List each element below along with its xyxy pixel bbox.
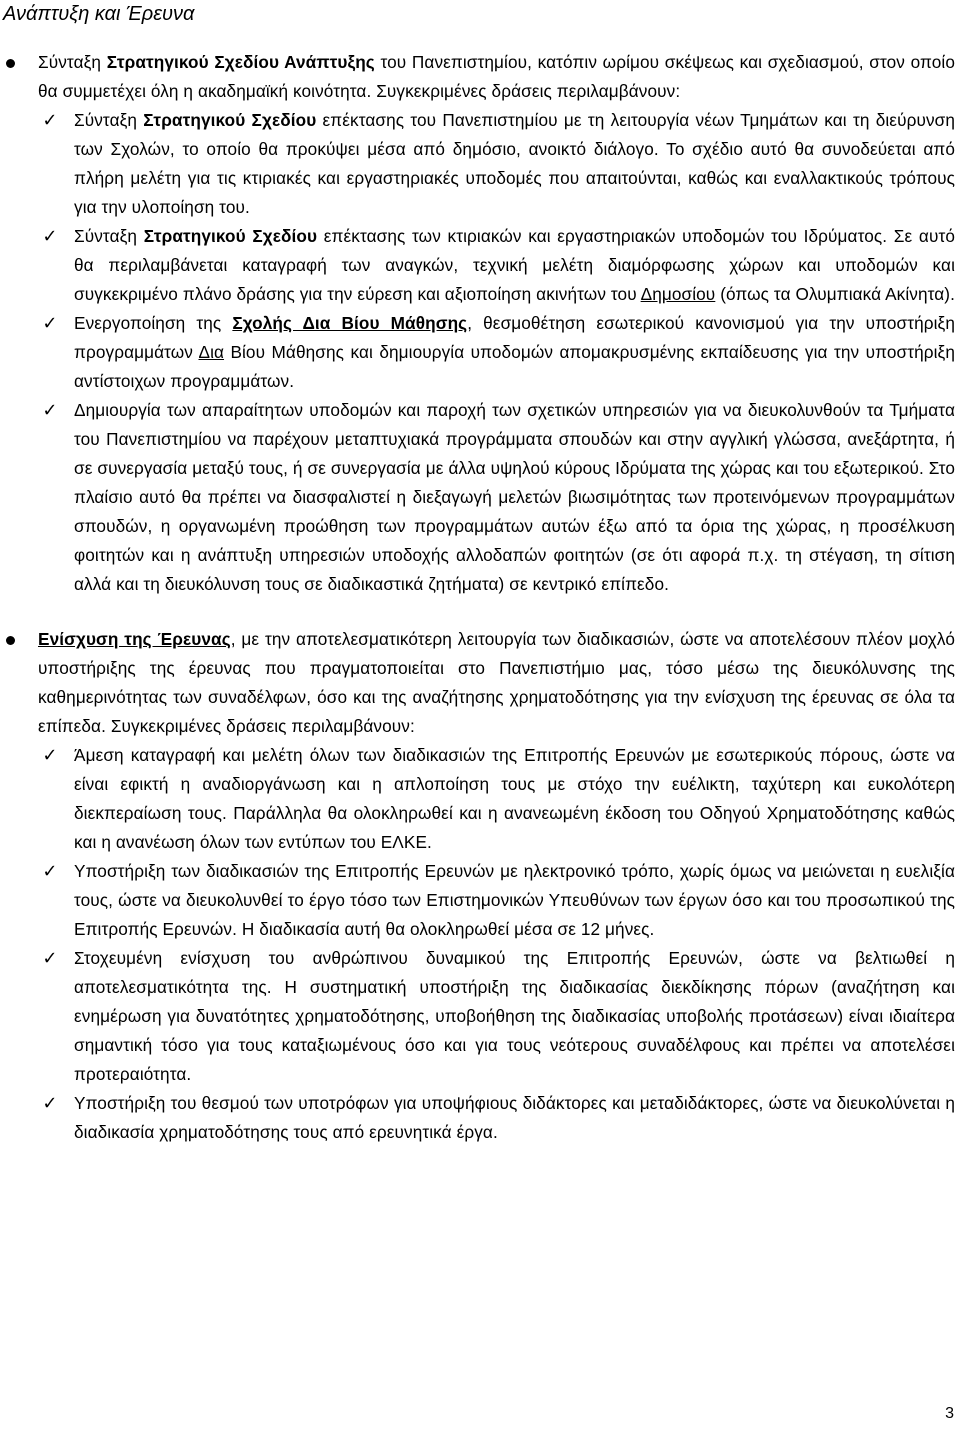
check-item-text: Άμεση καταγραφή και μελέτη όλων των διαδικασιών της Επιτροπής Ερευνών με εσωτερικούς πόρους, ώστε να είναι εφικτή η αναδιοργάνωση και η απλοποίηση τους με στόχο την ευέλικτη, ταχύτερη και ευκολότερη διεκπεραίωση τους. Παράλληλα θα ολοκληρωθεί και η ανανεωμένη έκδοση του Οδηγού Χρηματοδότησης καθώς και η ανανέωση όλων των εντύπων του ΕΛΚΕ.	[74, 745, 955, 852]
check-item-text: Στοχευμένη ενίσχυση του ανθρώπινου δυναμικού της Επιτροπής Ερευνών, ώστε να βελτιωθεί η αποτελεσματικότητα της. Η συστηματική υποστήριξη της διαδικασίας διεκδίκησης πόρων (αναζήτηση και ενημέρωση για δυνατότητες χρηματοδότησης, υποβοήθηση της διαδικασίας υποβολής προτάσεων) είναι ιδιαίτερα σημαντική τόσο για τους καταξιωμένους όσο και για τους νεότερους συναδέλφους και πρέπει να αποτελέσει προτεραιότητα.	[74, 948, 955, 1084]
section-title: Ανάπτυξη και Έρευνα	[3, 3, 195, 25]
check-item	[38, 1089, 955, 1147]
check-icon: ✓	[42, 400, 58, 421]
check-item-text: Υποστήριξη του θεσμού των υποτρόφων για υποψήφιους διδάκτορες και μεταδιδάκτορες, ώστε να διευκολύνεται η διαδικασία χρηματοδότησης τους από ερευνητικά έργα.	[74, 1093, 955, 1142]
checklist	[38, 741, 955, 1147]
check-icon: ✓	[42, 110, 58, 131]
check-item-text	[74, 106, 955, 222]
bold-text: Στρατηγικού Σχεδίου Ανάπτυξης	[106, 52, 375, 72]
underlined-text: Δημοσίου	[640, 284, 716, 304]
checklist	[38, 106, 955, 599]
text-run: Ενεργοποίηση της	[74, 313, 233, 333]
bold-text: Ενίσχυση της Έρευνας	[38, 629, 231, 649]
text-run: του Πανεπιστημίου, κατόπιν ωρίμου σκέψεως και σχεδιασμού, στον οποίο θα συμμετέχει όλη η ακαδημαϊκή κοινότητα. Συγκεκριμένες δράσεις περιλαμβάνουν:	[38, 52, 955, 101]
check-item	[38, 857, 955, 944]
bullet-dot-icon	[6, 59, 15, 68]
check-item-text: Δημιουργία των απαραίτητων υποδομών και παροχή των σχετικών υπηρεσιών για να διευκολυνθούν τα Τμήματα του Πανεπιστημίου να παρέχουν μεταπτυχιακά προγράμματα σπουδών και στην αγγλική γλώσσα, ανεξάρτητα, ή σε συνεργασία μεταξύ τους, ή σε συνεργασία με άλλα υψηλού κύρους Ιδρύματα της χώρας και του εξωτερικού. Στο πλαίσιο αυτό θα πρέπει να διασφαλιστεί η διεξαγωγή μελετών βιωσιμότητας των προτεινόμενων προγραμμάτων σπουδών, η οργανωμένη προώθηση των προγραμμάτων αυτών έξω από τα όρια της χώρας, η προσέλκυση φοιτητών και η ανάπτυξη υπηρεσιών υποδοχής αλλοδαπών φοιτητών (σε ότι αφορά π.χ. τη στέγαση, τη σίτιση αλλά και τη διευκόλυνση τους σε διαδικαστικά ζητήματα) σε κεντρικό επίπεδο.	[74, 400, 955, 594]
check-icon: ✓	[42, 313, 58, 334]
text-run: επέκτασης του Πανεπιστημίου με τη λειτουργία νέων Τμημάτων και τη διεύρυνση των Σχολών, το οποίο θα προκύψει μέσα από δημόσιο, ανοικτό διάλογο. Το σχέδιο αυτό θα συνοδεύεται από πλήρη μελέτη για τις κτιριακές και εργαστηριακές υποδομές που απαιτούνται, καθώς και εναλλακτικούς τρόπους για την υλοποίηση του.	[74, 110, 956, 217]
check-item-text	[74, 222, 955, 309]
check-item	[38, 106, 955, 222]
check-icon: ✓	[42, 745, 58, 766]
bullet-intro-text	[38, 48, 955, 106]
bold-text: Στρατηγικού Σχεδίου	[143, 226, 318, 246]
text-run: επέκτασης των κτιριακών και εργαστηριακών υποδομών του Ιδρύματος. Σε αυτό θα περιλαμβάνεται καταγραφή των αναγκών, τεχνική μελέτη διαμόρφωσης χώρων και υποδομών και συγκεκριμένο πλάνο δράσης για την εύρεση και αξιοποίηση ακινήτων του	[74, 226, 955, 304]
text-run: Σύνταξη	[74, 110, 144, 130]
check-item	[38, 741, 955, 857]
check-item-text: Υποστήριξη των διαδικασιών της Επιτροπής Ερευνών με ηλεκτρονικό τρόπο, χωρίς όμως να μειώνεται η ευελιξία τους, ώστε να διευκολυνθεί το έργο τόσο των Επιστημονικών Υπευθύνων των έργων όσο και του προσωπικού της Επιτροπής Ερευνών. Η διαδικασία αυτή θα ολοκληρωθεί μέσα σε 12 μήνες.	[74, 861, 955, 939]
bold-text: Σχολής Δια Βίου Μάθησης	[232, 313, 468, 333]
underlined-text: Δια	[198, 342, 225, 362]
check-icon: ✓	[42, 226, 58, 247]
text-run: , με την αποτελεσματικότερη λειτουργία των διαδικασιών, ώστε να αποτελέσουν πλέον μοχλό υποστήριξης της έρευνας που πραγματοποιείται στο Πανεπιστήμιο μας, τόσο μέσω της διευκόλυνσης της καθημερινότητας των συναδέλφων, όσο και της αναζήτησης χρηματοδότησης για την ενίσχυση της έρευνας σε όλα τα επίπεδα. Συγκεκριμένες δράσεις περιλαμβάνουν:	[38, 629, 955, 736]
text-run: Σύνταξη	[74, 226, 144, 246]
bold-text: Στρατηγικού Σχεδίου	[143, 110, 317, 130]
bullet-research-support	[0, 625, 960, 1147]
check-icon: ✓	[42, 861, 58, 882]
check-item	[38, 944, 955, 1089]
text-run: (όπως τα Ολυμπιακά Ακίνητα).	[715, 284, 956, 304]
check-icon: ✓	[42, 1093, 58, 1114]
page-number: 3	[945, 1405, 954, 1422]
bullet-intro-text	[38, 625, 955, 741]
check-item	[38, 309, 955, 396]
text-run: Σύνταξη	[38, 52, 107, 72]
document-body	[0, 48, 960, 1147]
bullet-development-plan	[0, 48, 960, 599]
check-item-text	[74, 309, 955, 396]
check-icon: ✓	[42, 948, 58, 969]
text-run: , θεσμοθέτηση εσωτερικού κανονισμού για την υποστήριξη προγραμμάτων	[74, 313, 955, 362]
check-item	[38, 222, 955, 309]
check-item	[38, 396, 955, 599]
bullet-dot-icon	[6, 636, 15, 645]
text-run: Βίου Μάθησης και δημιουργία υποδομών απομακρυσμένης εκπαίδευσης για την υποστήριξη αντίστοιχων προγραμμάτων.	[74, 342, 955, 391]
